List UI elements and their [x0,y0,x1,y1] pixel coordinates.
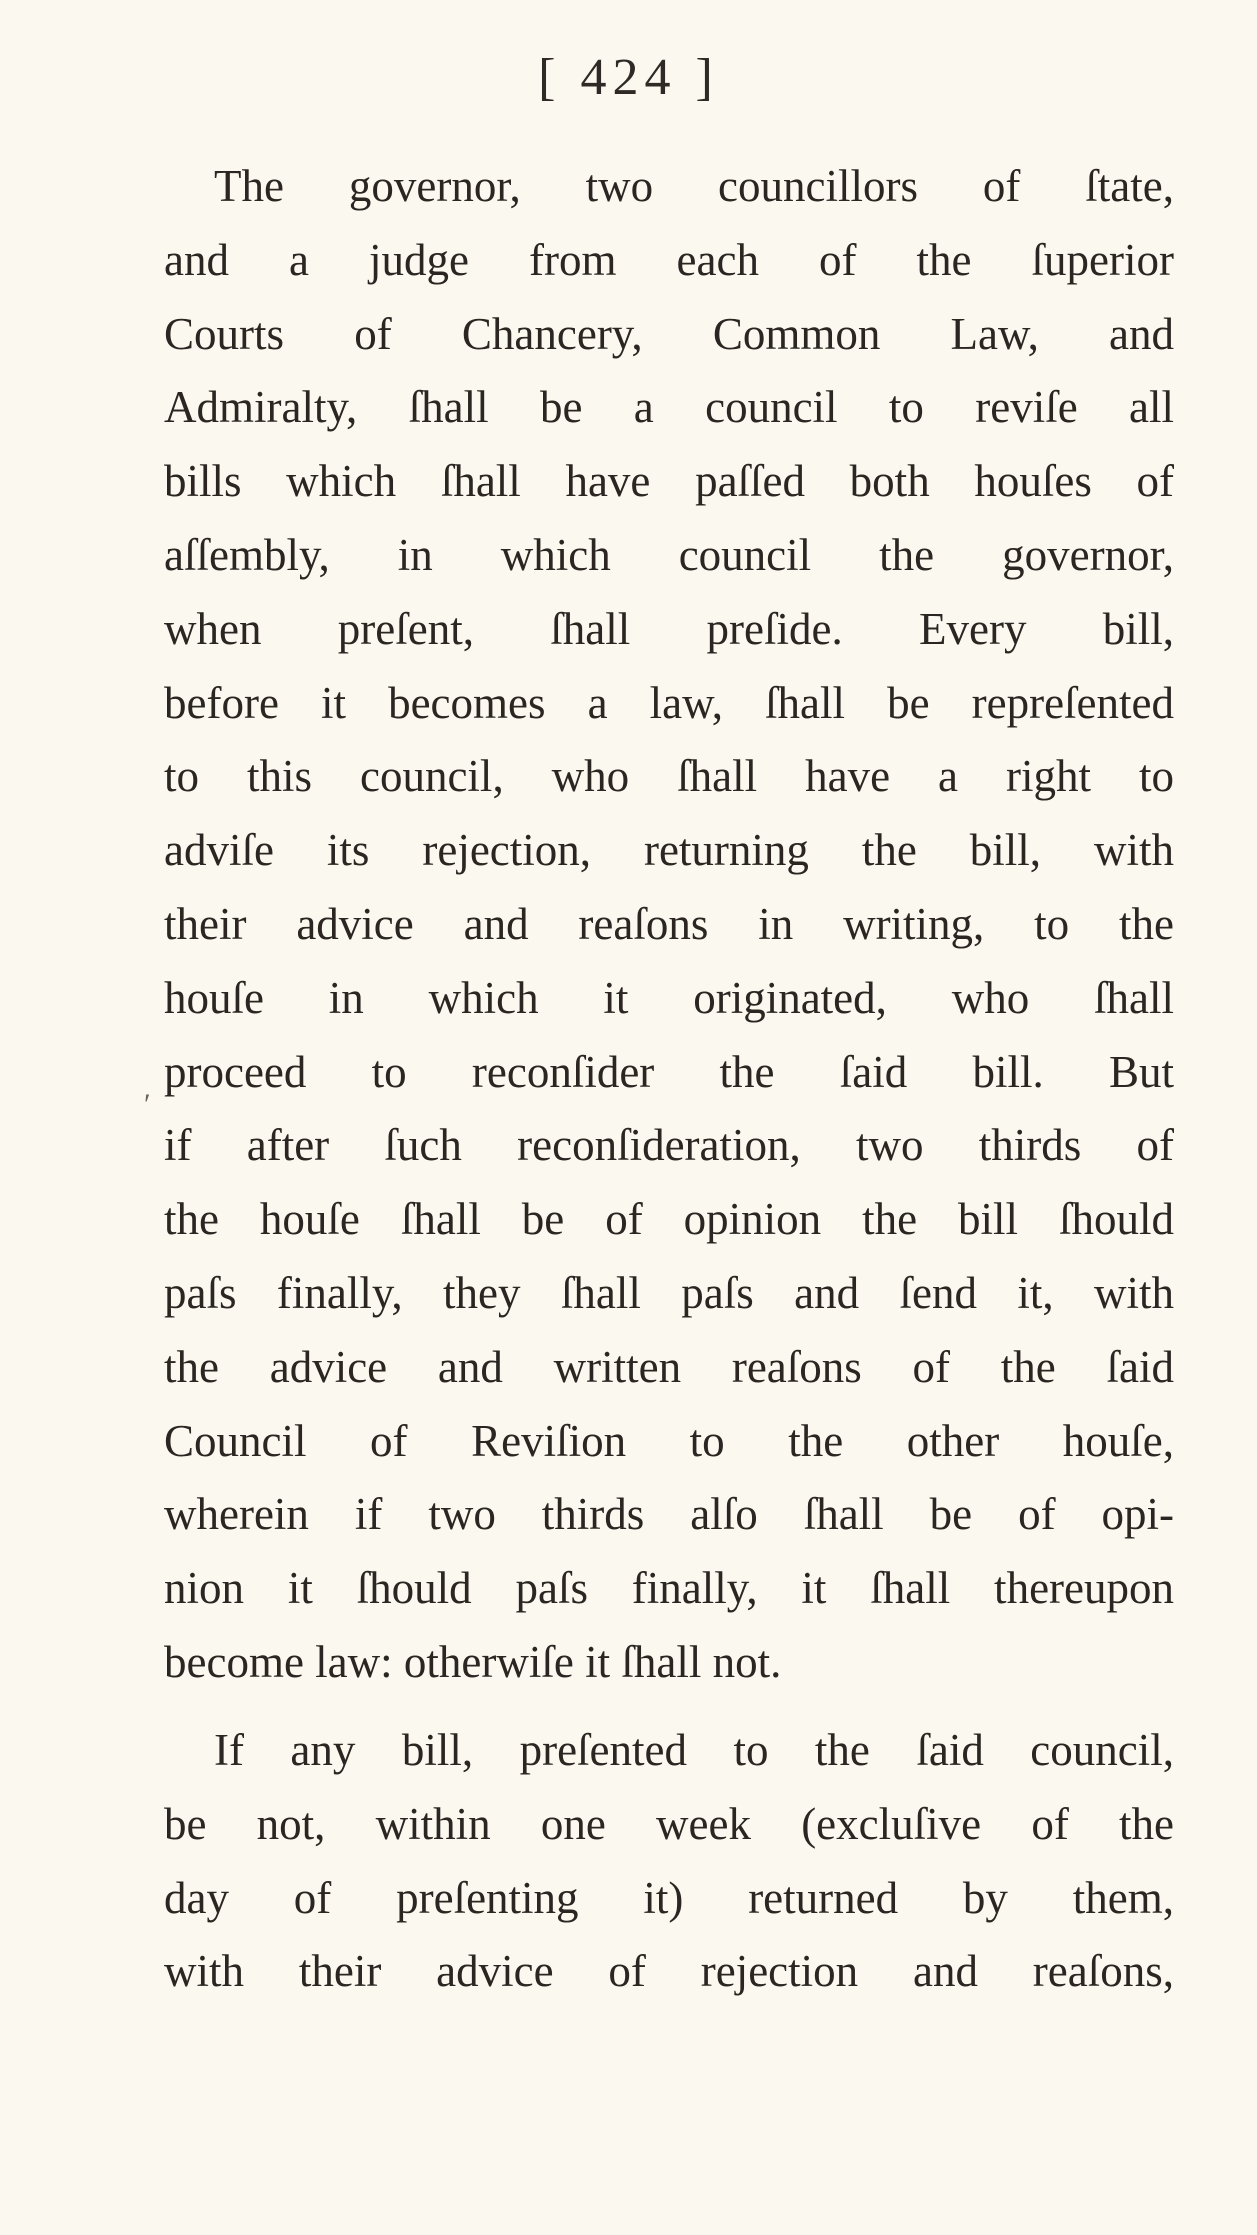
text-line: paſs finally, they ſhall paſs and ſend it, with [164,1267,1174,1318]
text-line: their advice and reaſons in writing, to the [164,898,1174,949]
text-line: Admiralty, ſhall be a council to reviſe all [164,382,1174,433]
text-line: nion it ſhould paſs finally, it ſhall thereupon [164,1563,1174,1614]
text-line: If any bill, preſented to the ſaid council, [214,1725,1174,1775]
paragraph-2 [164,1714,1174,2009]
text-line: to this council, who ſhall have a right to [164,751,1174,802]
text-line: aſſembly, in which council the governor, [164,529,1174,580]
paragraph-1 [164,150,1174,1700]
text-line: bills which ſhall have paſſed both houſes of [164,456,1174,507]
text-line: the advice and written reaſons of the ſaid [164,1341,1174,1392]
text-line: Council of Reviſion to the other houſe, [164,1415,1174,1466]
page-number: [ 424 ] [538,49,719,106]
text-line: The governor, two councillors of ſtate, [214,161,1174,211]
text-line: day of preſenting it) returned by them, [164,1872,1174,1923]
text-line: houſe in which it originated, who ſhall [164,972,1174,1023]
text-line: be not, within one week (excluſive of the [164,1798,1174,1849]
text-line: when preſent, ſhall preſide. Every bill, [164,603,1174,654]
text-line: proceed to reconſider the ſaid bill. But [164,1046,1174,1097]
text-line: become law: otherwiſe it ſhall not. [164,1636,782,1687]
text-line: if after ſuch reconſideration, two thirds of [164,1120,1174,1171]
text-line: adviſe its rejection, returning the bill, with [164,825,1174,876]
text-line: Courts of Chancery, Common Law, and [164,308,1174,359]
text-line: the houſe ſhall be of opinion the bill ſhould [164,1194,1174,1245]
text-line: with their advice of rejection and reaſons, [164,1946,1174,1997]
margin-mark: ʹ [144,1088,151,1121]
text-line: wherein if two thirds alſo ſhall be of opi- [164,1489,1174,1540]
text-line: before it becomes a law, ſhall be repreſented [164,677,1174,728]
text-line: and a judge from each of the ſuperior [164,234,1174,285]
